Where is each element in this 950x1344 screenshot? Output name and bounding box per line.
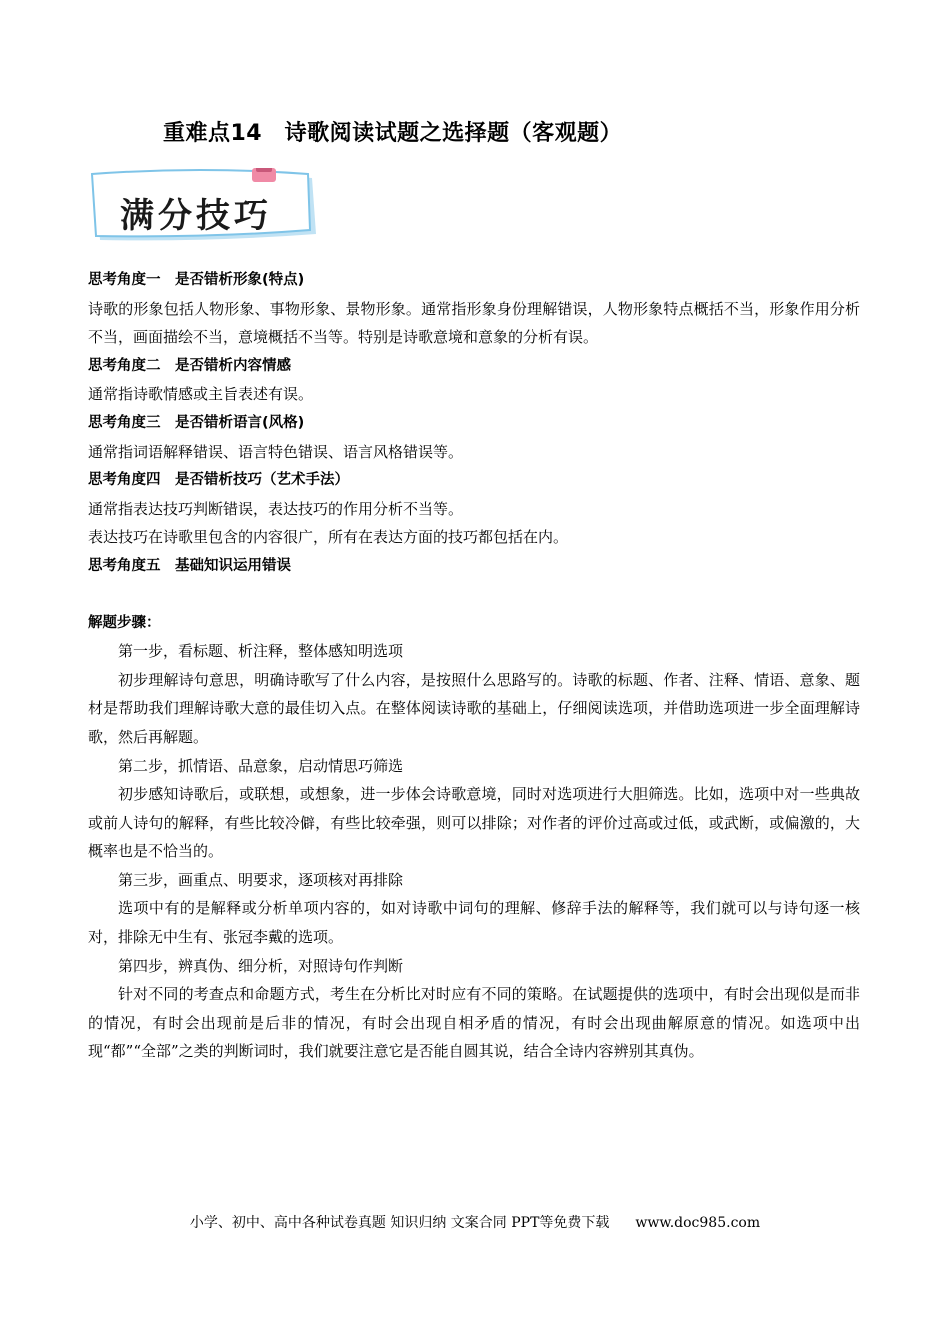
section-heading: 思考角度二 是否错析内容情感 [88,357,291,374]
section-paragraph: 通常指词语解释错误、语言特色错误、语言风格错误等。 [88,442,464,461]
spacer [88,581,860,609]
banner-man-fen-ji-qiao [90,168,320,248]
section-heading: 思考角度五 基础知识运用错误 [88,557,291,574]
step-body: 初步感知诗歌后，或联想，或想象，进一步体会诗歌意境，同时对选项进行大胆筛选。比如，选项中对一些典故或前人诗句的解释，有些比较冷僻，有些比较牵强，则可以排除；对作者的评价过高或过低，或武断，或偏激的，大概率也是不恰当的。 [88,785,860,861]
steps-heading: 解题步骤： [88,614,161,631]
section-1 [88,266,860,352]
section-paragraph: 表达技巧在诗歌里包含的内容很广，所有在表达方面的技巧都包括在内。 [88,528,569,547]
page-title: 重难点14 诗歌阅读试题之选择题（客观题） [163,121,623,146]
section-5 [88,552,860,581]
section-4 [88,466,860,552]
section-heading: 思考角度四 是否错析技巧（艺术手法） [88,472,349,489]
solving-steps [88,609,860,1067]
banner-label: 满分技巧 [120,196,272,236]
step-body: 选项中有的是解释或分析单项内容的，如对诗歌中词句的理解、修辞手法的解释等，我们就可以与诗句逐一核对，排除无中生有、张冠李戴的选项。 [88,899,860,947]
section-paragraph: 通常指诗歌情感或主旨表述有误。 [88,385,314,404]
section-heading: 思考角度三 是否错析语言(风格) [88,414,305,431]
step-title: 第四步，辨真伪、细分析，对照诗句作判断 [118,956,404,975]
section-heading: 思考角度一 是否错析形象(特点) [88,272,305,288]
section-3 [88,409,860,466]
step-body: 针对不同的考查点和命题方式，考生在分析比对时应有不同的策略。在试题提供的选项中，有时会出现似是而非的情况，有时会出现前是后非的情况，有时会出现自相矛盾的情况，有时会出现曲解原意的情况。如选项中出现“都”“全部”之类的判断词时，我们就要注意它是否能自圆其说，结合全诗内容辨别其真伪。 [88,985,860,1061]
page-footer [0,1212,950,1232]
footer-url[interactable]: www.doc985.com [635,1215,761,1231]
step-title: 第三步，画重点、明要求，逐项核对再排除 [118,870,404,889]
main-content [88,266,860,1066]
section-paragraph: 诗歌的形象包括人物形象、事物形象、景物形象。通常指形象身份理解错误，人物形象特点概括不当，形象作用分析不当，画面描绘不当，意境概括不当等。特别是诗歌意境和意象的分析有误。 [88,299,860,347]
step-title: 第一步，看标题、析注释，整体感知明选项 [118,642,404,661]
footer-text: 小学、初中、高中各种试卷真题 知识归纳 文案合同 PPT等免费下载 [189,1215,610,1231]
step-title: 第二步，抓情语、品意象，启动情思巧筛选 [118,756,404,775]
step-body: 初步理解诗句意思，明确诗歌写了什么内容，是按照什么思路写的。诗歌的标题、作者、注释、情语、意象、题材是帮助我们理解诗歌大意的最佳切入点。在整体阅读诗歌的基础上，仔细阅读选项，并借助选项进一步全面理解诗歌，然后再解题。 [88,670,860,746]
section-2 [88,352,860,409]
section-paragraph: 通常指表达技巧判断错误，表达技巧的作用分析不当等。 [88,499,464,518]
